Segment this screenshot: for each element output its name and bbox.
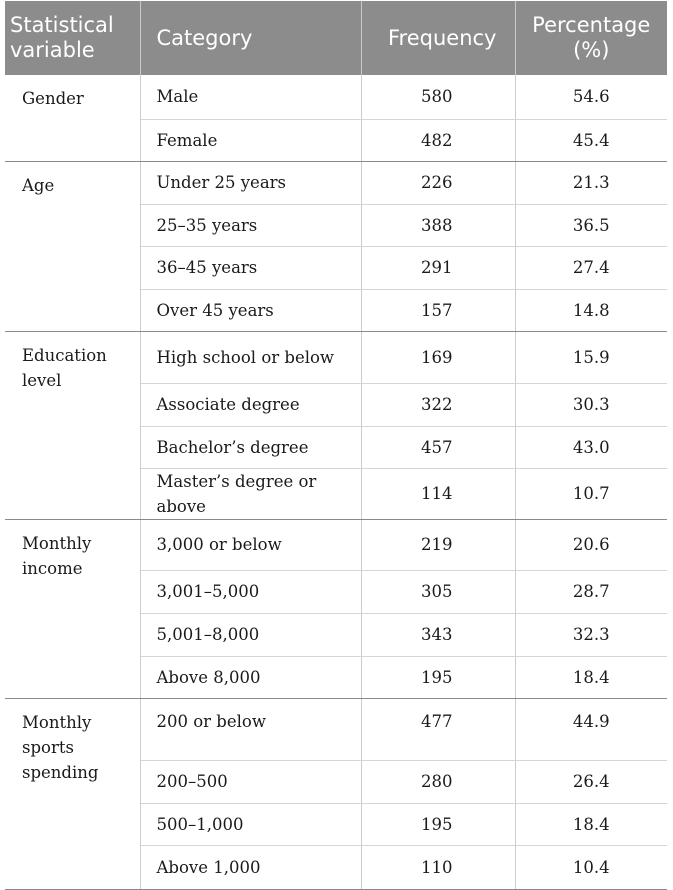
frequency-cell: 305 <box>361 570 515 613</box>
frequency-cell: 169 <box>361 331 515 383</box>
category-cell: Female <box>140 119 361 161</box>
variable-cell-monthly-sports-spending: Monthly sports spending <box>5 698 140 889</box>
category-cell: Above 8,000 <box>140 656 361 698</box>
header-percentage: Percentage (%) <box>515 1 667 75</box>
variable-cell-gender: Gender <box>5 75 140 161</box>
percentage-cell: 20.6 <box>515 519 667 570</box>
percentage-cell: 28.7 <box>515 570 667 613</box>
category-cell: 5,001–8,000 <box>140 613 361 656</box>
percentage-cell: 10.7 <box>515 468 667 519</box>
percentage-cell: 15.9 <box>515 331 667 383</box>
percentage-cell: 21.3 <box>515 161 667 204</box>
category-cell: Above 1,000 <box>140 845 361 889</box>
category-cell: Over 45 years <box>140 289 361 331</box>
frequency-cell: 343 <box>361 613 515 656</box>
category-cell: 3,000 or below <box>140 519 361 570</box>
table-header-row <box>5 1 667 75</box>
percentage-cell: 18.4 <box>515 656 667 698</box>
frequency-cell: 280 <box>361 760 515 803</box>
frequency-cell: 114 <box>361 468 515 519</box>
percentage-cell: 26.4 <box>515 760 667 803</box>
percentage-cell: 30.3 <box>515 383 667 426</box>
category-cell: 200 or below <box>140 698 361 760</box>
percentage-cell: 18.4 <box>515 803 667 845</box>
percentage-cell: 44.9 <box>515 698 667 760</box>
frequency-cell: 388 <box>361 204 515 246</box>
table-row <box>5 161 667 204</box>
variable-cell-age: Age <box>5 161 140 331</box>
header-category: Category <box>140 1 361 75</box>
frequency-cell: 226 <box>361 161 515 204</box>
percentage-cell: 27.4 <box>515 246 667 289</box>
percentage-cell: 10.4 <box>515 845 667 889</box>
frequency-cell: 195 <box>361 656 515 698</box>
category-cell: Bachelor’s degree <box>140 426 361 468</box>
demographics-table <box>5 1 667 890</box>
frequency-cell: 580 <box>361 75 515 119</box>
percentage-cell: 45.4 <box>515 119 667 161</box>
header-statistical-variable: Statistical variable <box>5 1 140 75</box>
frequency-cell: 157 <box>361 289 515 331</box>
percentage-cell: 32.3 <box>515 613 667 656</box>
category-cell: 36–45 years <box>140 246 361 289</box>
percentage-cell: 43.0 <box>515 426 667 468</box>
category-cell: Male <box>140 75 361 119</box>
frequency-cell: 322 <box>361 383 515 426</box>
category-cell: 500–1,000 <box>140 803 361 845</box>
category-cell: Under 25 years <box>140 161 361 204</box>
frequency-cell: 195 <box>361 803 515 845</box>
category-cell: Associate degree <box>140 383 361 426</box>
table-row <box>5 331 667 383</box>
percentage-cell: 54.6 <box>515 75 667 119</box>
category-cell: Master’s degree or above <box>140 468 361 519</box>
table-row <box>5 698 667 760</box>
frequency-cell: 482 <box>361 119 515 161</box>
frequency-cell: 457 <box>361 426 515 468</box>
percentage-cell: 36.5 <box>515 204 667 246</box>
category-cell: High school or below <box>140 331 361 383</box>
variable-cell-monthly-income: Monthly income <box>5 519 140 698</box>
table-row <box>5 519 667 570</box>
category-cell: 3,001–5,000 <box>140 570 361 613</box>
frequency-cell: 477 <box>361 698 515 760</box>
frequency-cell: 291 <box>361 246 515 289</box>
header-frequency: Frequency <box>361 1 515 75</box>
variable-cell-education-level: Education level <box>5 331 140 519</box>
category-cell: 25–35 years <box>140 204 361 246</box>
table-row <box>5 75 667 119</box>
frequency-cell: 219 <box>361 519 515 570</box>
frequency-cell: 110 <box>361 845 515 889</box>
category-cell: 200–500 <box>140 760 361 803</box>
percentage-cell: 14.8 <box>515 289 667 331</box>
